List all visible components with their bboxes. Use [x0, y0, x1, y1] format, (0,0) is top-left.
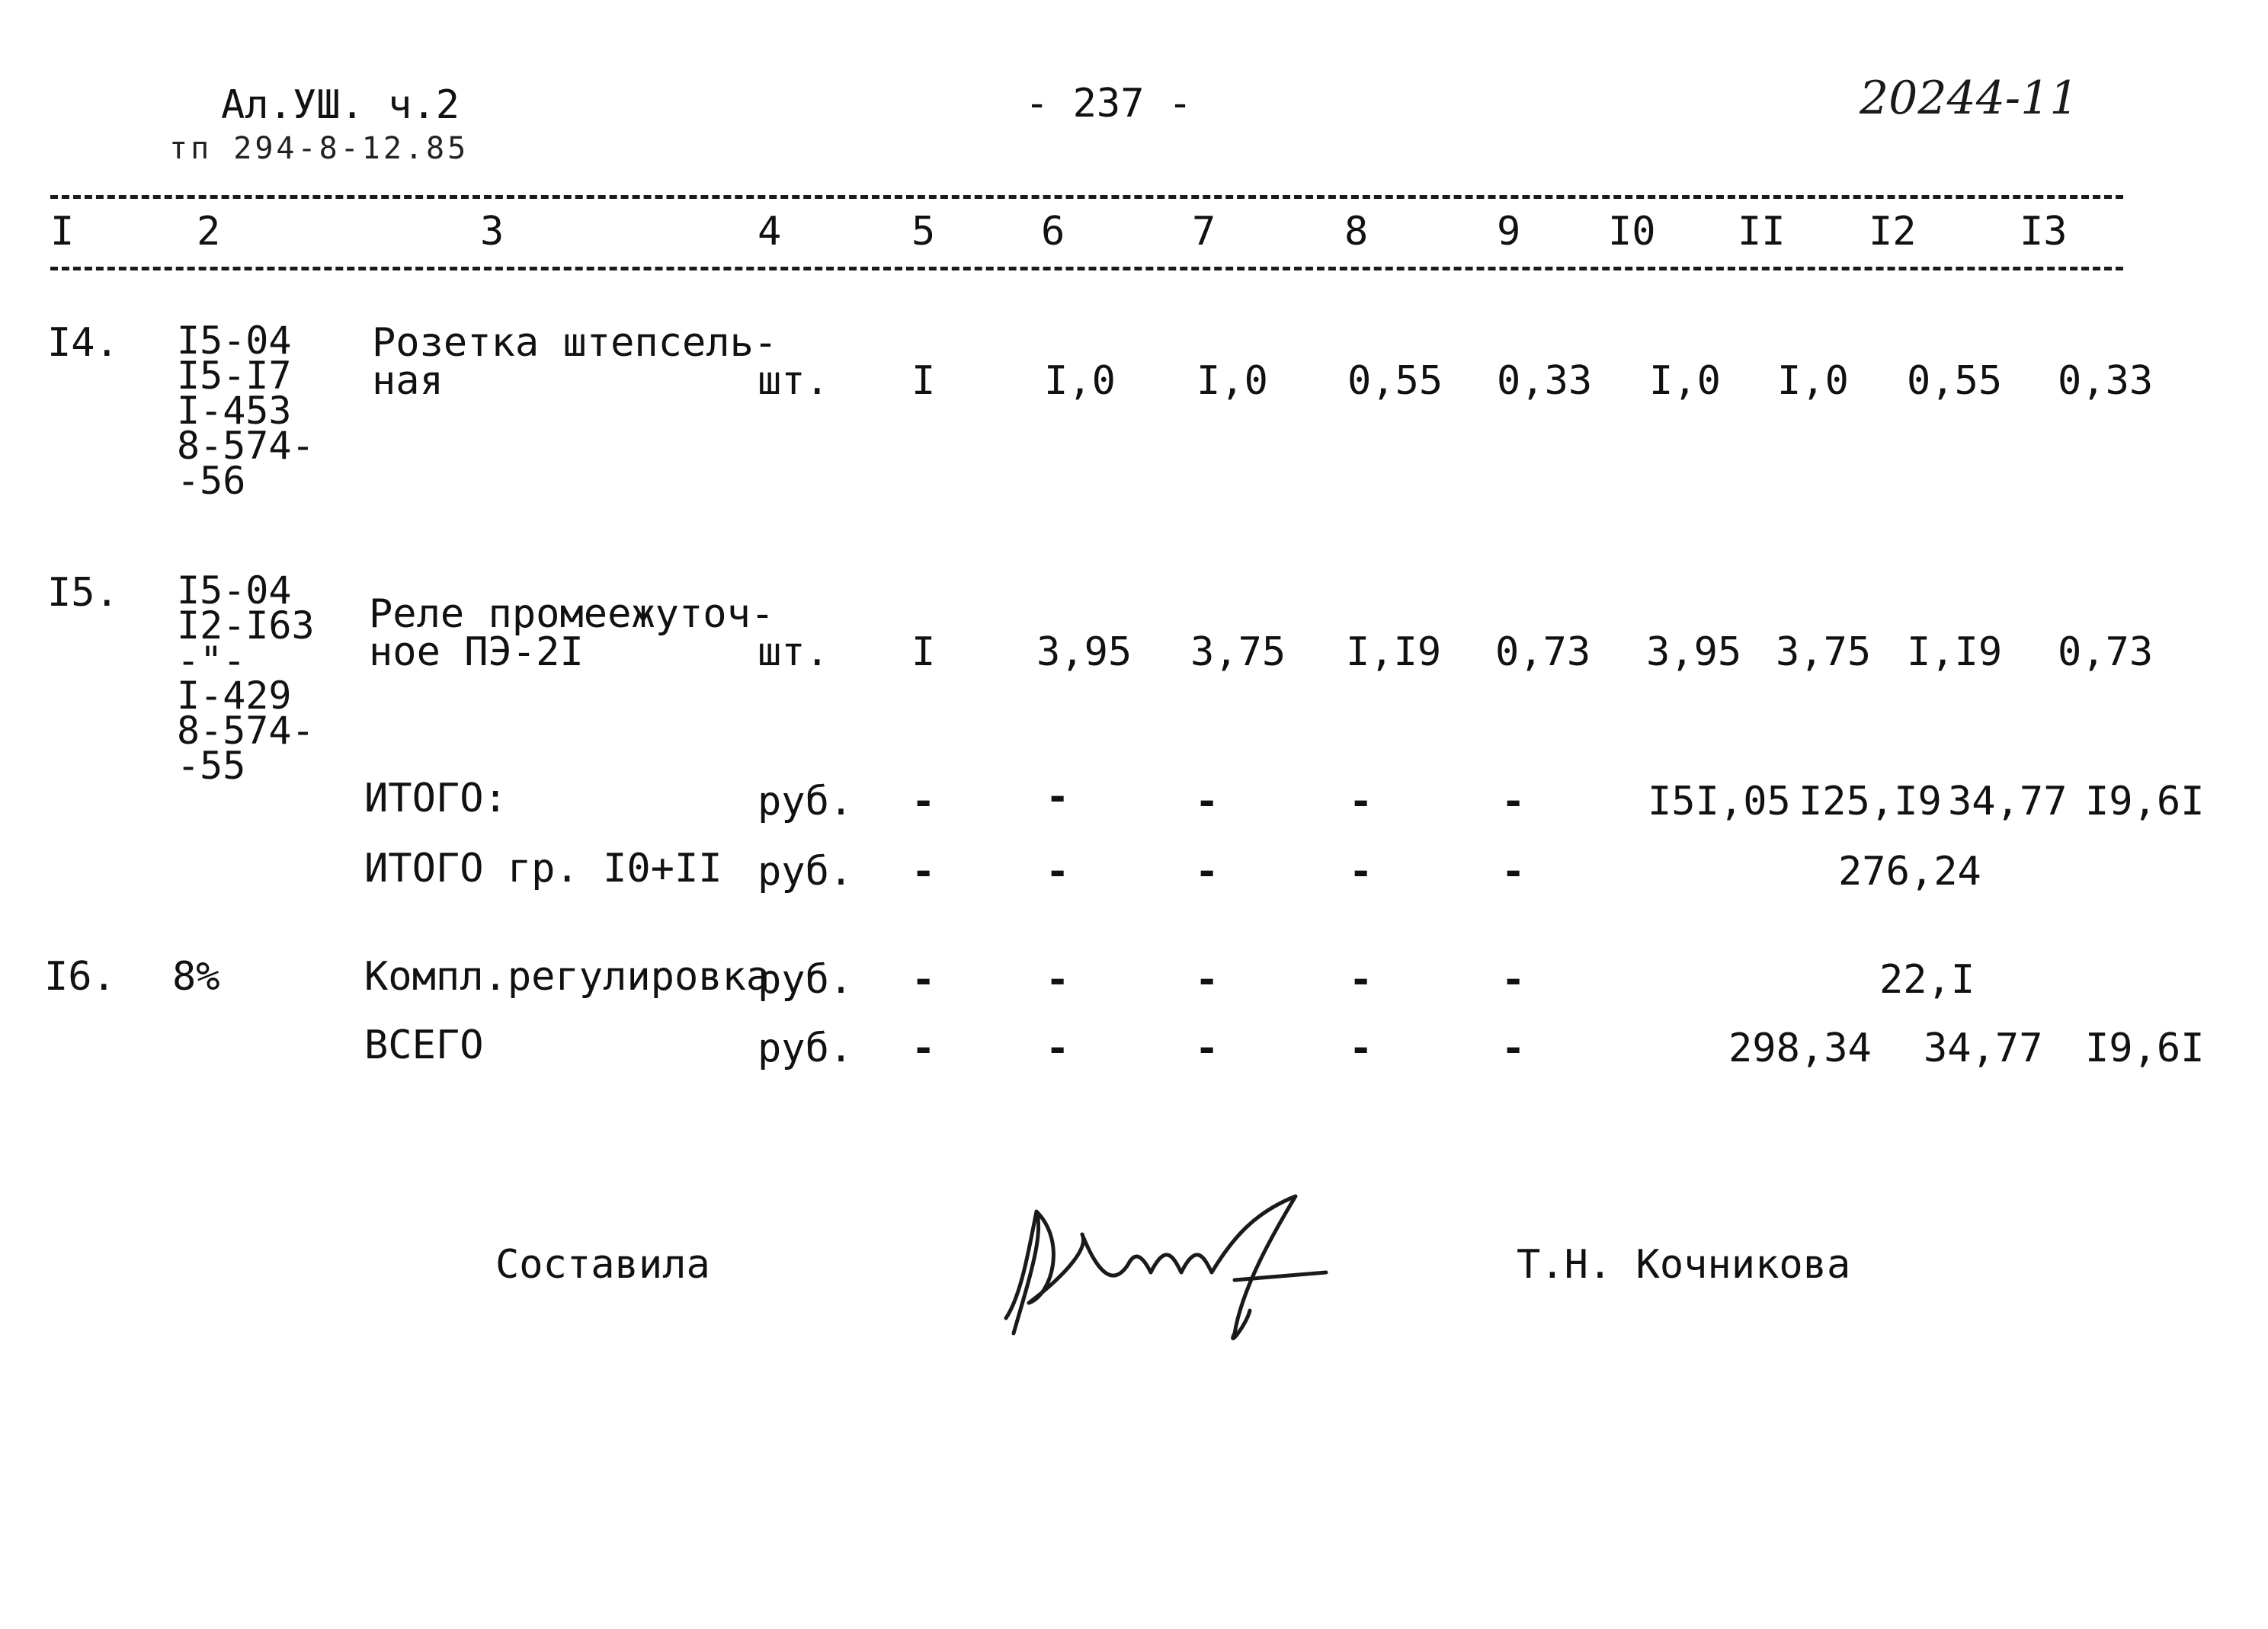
row-code: I5-I7: [177, 354, 292, 398]
empty-cell-dash: -: [1195, 849, 1219, 895]
empty-cell-dash: -: [1195, 779, 1219, 824]
empty-cell-dash: -: [1501, 779, 1526, 824]
compiled-by-label: Составила: [495, 1242, 710, 1288]
empty-cell-dash: -: [1046, 849, 1070, 895]
subtotal-col11: I25,I9: [1799, 779, 1942, 824]
subtotal-col12: 34,77: [1948, 779, 2068, 824]
column-header: 9: [1497, 209, 1521, 254]
empty-cell-dash: -: [1501, 957, 1526, 1003]
subtotal-col13: I9,6I: [2085, 779, 2205, 824]
row-number: I6.: [44, 954, 116, 1000]
subtotal-group-unit: руб.: [758, 849, 854, 895]
total-col12: 34,77: [1924, 1026, 2043, 1071]
empty-cell-dash: -: [1046, 774, 1070, 820]
stamp-number-handwritten: 20244-11: [1860, 72, 2079, 125]
row-unit: шт.: [758, 629, 829, 675]
column-header: 6: [1041, 209, 1065, 254]
row-name-line: ное ПЭ-2I: [369, 629, 584, 675]
row-code: -"-: [177, 638, 246, 683]
empty-cell-dash: -: [1501, 849, 1526, 895]
subtotal-group-label: ИТОГО гр. I0+II: [364, 846, 722, 891]
column-header: I3: [2020, 209, 2068, 254]
empty-cell-dash: -: [1195, 1026, 1219, 1071]
empty-cell-dash: -: [1046, 1026, 1070, 1071]
page-number: - 237 -: [1025, 81, 1193, 126]
row-col5: I: [911, 629, 936, 675]
empty-cell-dash: -: [911, 1026, 936, 1071]
row-name-line: ная: [372, 358, 444, 404]
row-code: I5-04: [177, 318, 292, 363]
row-col11: I,0: [1777, 358, 1849, 404]
row-unit: шт.: [758, 358, 829, 404]
row-col9: 0,33: [1497, 358, 1593, 404]
row-code: I5-04: [177, 568, 292, 613]
column-header: 4: [758, 209, 782, 254]
row-col10: I,0: [1649, 358, 1721, 404]
column-header: 5: [911, 209, 936, 254]
subtotal-group-value: 276,24: [1838, 849, 1981, 895]
subtotal-label: ИТОГО:: [364, 776, 508, 821]
row-code: 8-574-: [177, 424, 315, 468]
row-unit: руб.: [758, 957, 854, 1003]
subtotal-col10: I5I,05: [1648, 779, 1791, 824]
column-header: 3: [480, 209, 505, 254]
column-header: II: [1738, 209, 1786, 254]
row-col11: 3,75: [1776, 629, 1872, 675]
row-number: I4.: [47, 320, 119, 366]
row-code: I2-I63: [177, 603, 315, 648]
row-col6: 3,95: [1036, 629, 1132, 675]
total-col10-11: 298,34: [1728, 1026, 1872, 1071]
row-col8: 0,55: [1347, 358, 1443, 404]
column-header: I: [50, 209, 75, 254]
row-code: I-429: [177, 674, 292, 718]
empty-cell-dash: -: [911, 779, 936, 824]
row-value: 22,I: [1879, 957, 1975, 1003]
header-top-rule: [50, 195, 2123, 199]
compiler-name: Т.Н. Кочникова: [1517, 1242, 1851, 1288]
empty-cell-dash: -: [911, 957, 936, 1003]
empty-cell-dash: -: [1349, 849, 1373, 895]
row-code: I-453: [177, 389, 292, 433]
row-code: 8%: [172, 954, 220, 1000]
empty-cell-dash: -: [1501, 1026, 1526, 1071]
total-unit: руб.: [758, 1026, 854, 1071]
row-code: 8-574-: [177, 709, 315, 753]
row-code: -56: [177, 459, 246, 503]
row-col7: 3,75: [1190, 629, 1286, 675]
row-number: I5.: [47, 570, 119, 616]
row-col10: 3,95: [1646, 629, 1742, 675]
column-header: 8: [1344, 209, 1369, 254]
row-col7: I,0: [1196, 358, 1268, 404]
column-header: 2: [197, 209, 221, 254]
row-col12: I,I9: [1907, 629, 2003, 675]
handwritten-signature: [983, 1189, 1349, 1364]
column-header: 7: [1192, 209, 1216, 254]
row-name-line: Компл.регулировка: [364, 954, 770, 1000]
document-reference: Ал.УШ. ч.2: [221, 82, 460, 128]
empty-cell-dash: -: [911, 849, 936, 895]
row-name-line: Реле промеежуточ-: [369, 591, 775, 637]
row-col12: 0,55: [1907, 358, 2003, 404]
row-code: -55: [177, 744, 246, 788]
row-name-line: Розетка штепсель-: [372, 320, 778, 366]
row-col13: 0,73: [2058, 629, 2154, 675]
empty-cell-dash: -: [1349, 1026, 1373, 1071]
empty-cell-dash: -: [1349, 779, 1373, 824]
header-bottom-rule: [50, 267, 2123, 270]
column-header: I0: [1608, 209, 1656, 254]
total-label: ВСЕГО: [364, 1023, 484, 1068]
total-col13: I9,6I: [2085, 1026, 2205, 1071]
subtotal-unit: руб.: [758, 779, 854, 824]
row-col8: I,I9: [1346, 629, 1442, 675]
row-col9: 0,73: [1495, 629, 1591, 675]
row-col5: I: [911, 358, 936, 404]
column-header: I2: [1869, 209, 1917, 254]
empty-cell-dash: -: [1349, 957, 1373, 1003]
row-col6: I,0: [1044, 358, 1116, 404]
empty-cell-dash: -: [1195, 957, 1219, 1003]
row-col13: 0,33: [2058, 358, 2154, 404]
project-code-handwritten: тп 294-8-12.85: [169, 131, 469, 166]
empty-cell-dash: -: [1046, 957, 1070, 1003]
